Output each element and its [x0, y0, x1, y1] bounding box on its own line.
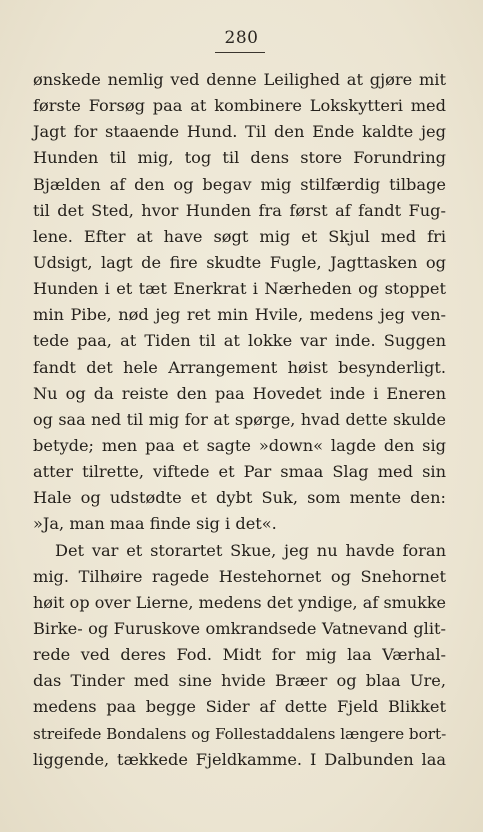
text-line: atter tilrette, viftede et Par smaa Slag med sin	[33, 462, 446, 482]
text-line: Jagt for staaende Hund. Til den Ende kaldte jeg	[33, 122, 446, 142]
text-line: første Forsøg paa at kombinere Lokskytteri med	[33, 96, 446, 116]
text-line: Hunden i et tæt Enerkrat i Nærheden og stoppet	[33, 279, 446, 299]
text-line: Nu og da reiste den paa Hovedet inde i Eneren	[33, 383, 446, 403]
text-line: rede ved deres Fod. Midt for mig laa Værhal-	[33, 645, 446, 665]
text-line: høit op over Lierne, medens det yndige, af smukke	[33, 592, 446, 612]
text-line: streifede Bondalens og Follestaddalens længere bort-	[33, 724, 447, 743]
text-line: medens paa begge Sider af dette Fjeld Blikket	[33, 697, 446, 717]
text-line: ønskede nemlig ved denne Leilighed at gjøre mit	[33, 70, 446, 89]
text-line: mig. Tilhøire ragede Hestehornet og Snehornet	[33, 566, 446, 586]
text-line: Hale og udstødte et dybt Suk, som mente den:	[33, 488, 446, 508]
text-line: lene. Efter at have søgt mig et Skjul med fri	[33, 226, 446, 246]
text-line: og saa ned til mig for at spørge, hvad dette skulde	[33, 409, 446, 429]
text-line: Det var et storartet Skue, jeg nu havde foran	[55, 540, 446, 560]
text-line: liggende, tækkede Fjeldkamme. I Dalbunden laa	[33, 749, 446, 769]
text-line: das Tinder med sine hvide Bræer og blaa Ure,	[33, 671, 446, 691]
text-line: Hunden til mig, tog til dens store Forundring	[33, 148, 446, 168]
text-line: min Pibe, nød jeg ret min Hvile, medens jeg ven-	[33, 305, 446, 325]
text-line: Bjælden af den og begav mig stilfærdig tilbage	[33, 174, 446, 194]
page-number: 280	[224, 28, 259, 48]
text-line: »Ja, man maa finde sig i det«.	[33, 514, 277, 534]
text-line: Birke- og Furuskove omkrandsede Vatnevand glit-	[33, 618, 446, 638]
body-text	[33, 67, 446, 773]
text-line: tede paa, at Tiden til at lokke var inde. Suggen	[33, 331, 446, 351]
text-line: til det Sted, hvor Hunden fra først af fandt Fug-	[33, 200, 446, 220]
text-line: Udsigt, lagt de fire skudte Fugle, Jagttasken og	[33, 252, 446, 272]
page-number-rule	[215, 52, 265, 53]
text-line: betyde; men paa et sagte »down« lagde den sig	[33, 435, 446, 455]
text-line: fandt det hele Arrangement høist besynderligt.	[33, 357, 446, 377]
